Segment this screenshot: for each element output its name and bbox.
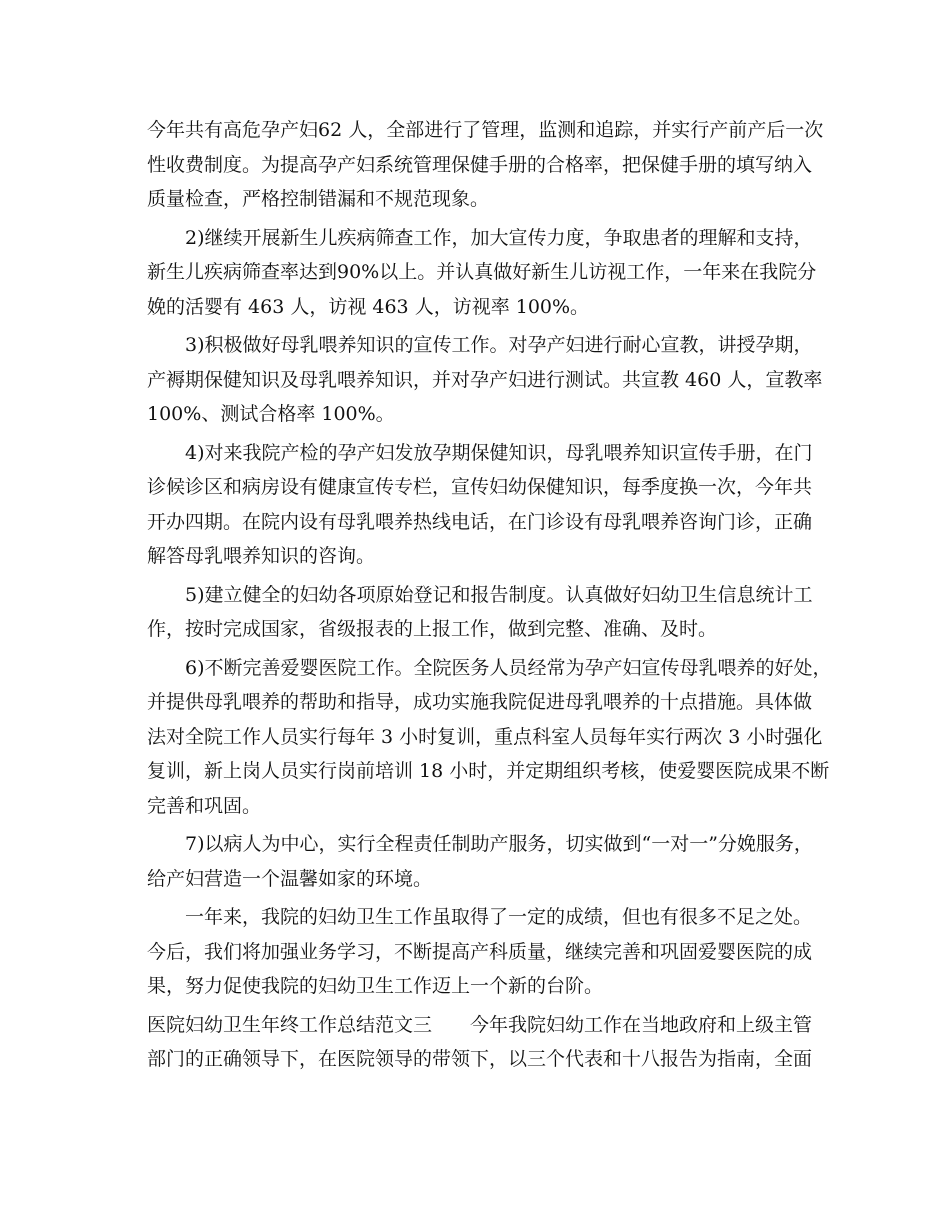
text-line: 开办四期。在院内设有母乳喂养热线电话，在门诊设有母乳喂养咨询门诊，正确 bbox=[147, 510, 813, 533]
paragraph-item-6 bbox=[147, 651, 832, 824]
text-line: 复训，新上岗人员实行岗前培训 18 小时，并定期组织考核，使爱婴医院成果不断 bbox=[147, 760, 830, 782]
paragraph-item-3 bbox=[147, 328, 823, 432]
text-line: 5)建立健全的妇幼各项原始登记和报告制度。认真做好妇幼卫生信息统计工 bbox=[185, 583, 813, 606]
text-line: 今年我院妇幼工作在当地政府和上级主管 bbox=[470, 1013, 813, 1036]
section-three bbox=[147, 1008, 813, 1077]
section-title: 医院妇幼卫生年终工作总结范文三 bbox=[147, 1013, 433, 1036]
text-line: 完善和巩固。 bbox=[147, 794, 262, 817]
text-line: 质量检查，严格控制错漏和不规范现象。 bbox=[147, 188, 490, 210]
text-line: 2)继续开展新生儿疾病筛查工作，加大宣传力度，争取患者的理解和支持， bbox=[185, 226, 813, 249]
text-line: 果，努力促使我院的妇幼卫生工作迈上一个新的台阶。 bbox=[147, 975, 604, 997]
paragraph-item-4 bbox=[147, 436, 813, 574]
text-line: 今后，我们将加强业务学习，不断提高产科质量，继续完善和巩固爱婴医院的成 bbox=[147, 940, 813, 963]
paragraph-item-7 bbox=[147, 827, 813, 896]
text-line: 6)不断完善爱婴医院工作。全院医务人员经常为孕产妇宣传母乳喂养的好处， bbox=[185, 656, 832, 679]
text-line: 3)积极做好母乳喂养知识的宣传工作。对孕产妇进行耐心宣教，讲授孕期， bbox=[185, 334, 813, 356]
text-line: 娩的活婴有 463 人，访视 463 人，访视率 100%。 bbox=[147, 295, 590, 318]
text-line: 部门的正确领导下，在医院领导的带领下，以三个代表和十八报告为指南，全面 bbox=[147, 1048, 813, 1070]
document-body bbox=[147, 113, 832, 1077]
paragraph-item-2 bbox=[147, 221, 817, 325]
text-line: 4)对来我院产检的孕产妇发放孕期保健知识，母乳喂养知识宣传手册，在门 bbox=[185, 441, 813, 464]
text-line: 作，按时完成国家，省级报表的上报工作，做到完整、准确、及时。 bbox=[147, 618, 718, 640]
paragraph-conclusion bbox=[147, 900, 813, 1004]
text-line: 100%、测试合格率 100%。 bbox=[147, 403, 395, 425]
text-line: 今年共有高危孕产妇62 人，全部进行了管理，监测和追踪，并实行产前产后一次 bbox=[147, 119, 824, 141]
text-line: 一年来，我院的妇幼卫生工作虽取得了一定的成绩，但也有很多不足之处。 bbox=[185, 906, 813, 928]
text-line: 并提供母乳喂养的帮助和指导，成功实施我院促进母乳喂养的十点措施。具体做 bbox=[147, 691, 813, 713]
text-line: 法对全院工作人员实行每年 3 小时复训，重点科室人员每年实行两次 3 小时强化 bbox=[147, 725, 823, 748]
text-line: 产褥期保健知识及母乳喂养知识，并对孕产妇进行测试。共宣教 460 人，宣教率 bbox=[147, 368, 823, 391]
text-line: 给产妇营造一个温馨如家的环境。 bbox=[147, 867, 433, 890]
section-heading-row bbox=[147, 1008, 813, 1043]
text-line: 诊候诊区和病房设有健康宣传专栏，宣传妇幼保健知识，每季度换一次，今年共 bbox=[147, 476, 813, 498]
text-line: 解答母乳喂养知识的咨询。 bbox=[147, 545, 376, 567]
paragraph-item-5 bbox=[147, 578, 813, 647]
text-line: 7)以病人为中心，实行全程责任制助产服务，切实做到“一对一”分娩服务， bbox=[185, 833, 813, 855]
paragraph-continued bbox=[147, 113, 824, 217]
text-line: 新生儿疾病筛查率达到90%以上。并认真做好新生儿访视工作，一年来在我院分 bbox=[147, 261, 817, 283]
text-line: 性收费制度。为提高孕产妇系统管理保健手册的合格率，把保健手册的填写纳入 bbox=[147, 153, 813, 176]
